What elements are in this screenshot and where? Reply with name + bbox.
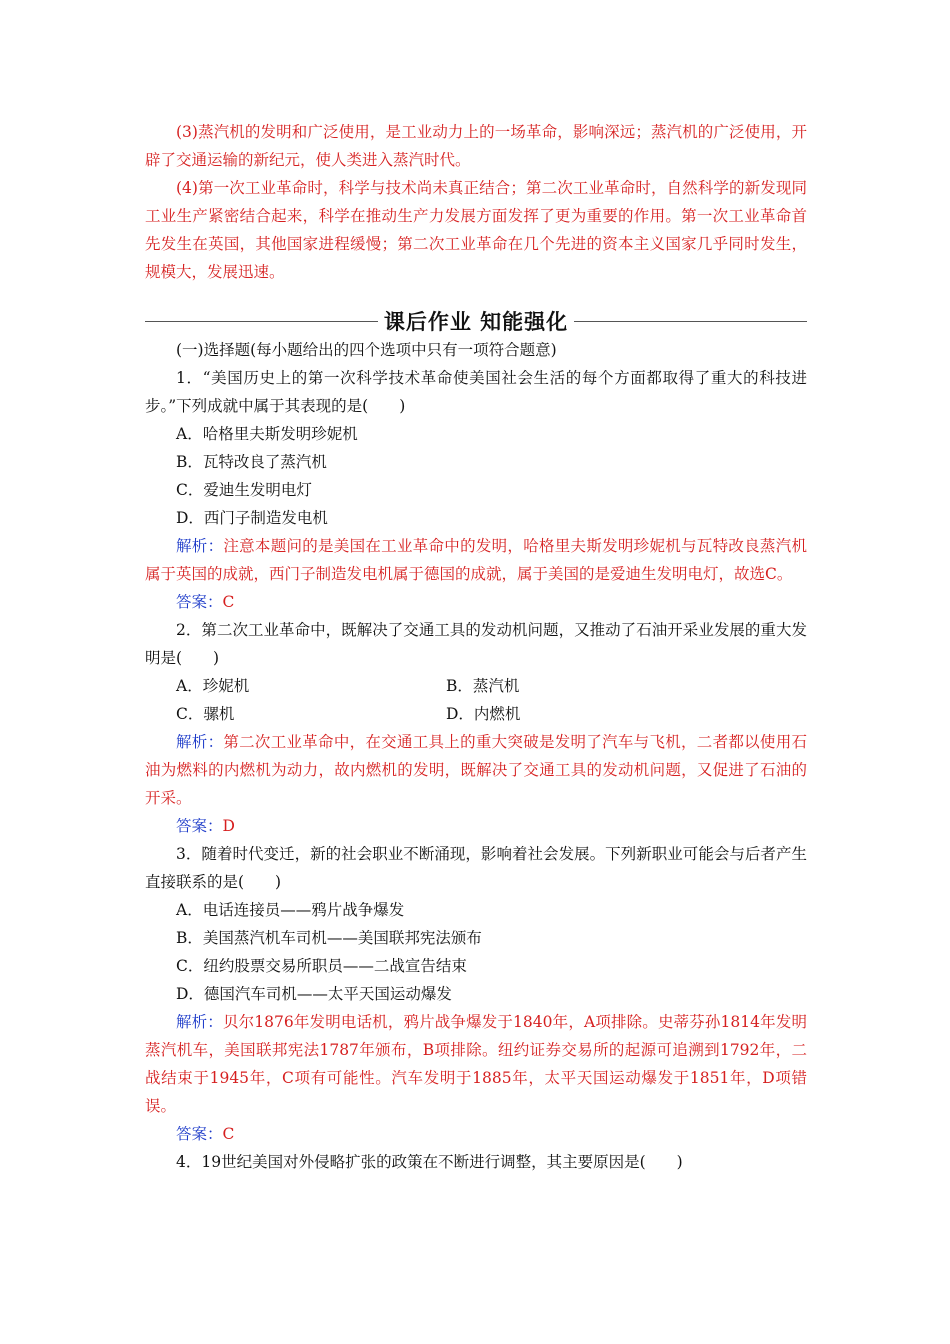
question-1-analysis	[145, 532, 807, 588]
question-3-option-c: C．纽约股票交易所职员——二战宣告结束	[176, 957, 467, 975]
question-1-option-b: B．瓦特改良了蒸汽机	[176, 453, 327, 471]
question-1-option-d: D．西门子制造发电机	[176, 509, 328, 527]
question-2-analysis	[145, 728, 807, 812]
question-2-option-b: B．蒸汽机	[446, 677, 520, 695]
question-3-option-a: A．电话连接员——鸦片战争爆发	[176, 901, 405, 919]
section-rule-left	[145, 321, 378, 322]
question-1-answer-value: C	[222, 593, 235, 611]
question-3-option-d: D．德国汽车司机——太平天国运动爆发	[176, 985, 452, 1003]
question-1-answer	[145, 588, 807, 616]
question-1-option-a: A．哈格里夫斯发明珍妮机	[176, 425, 358, 443]
question-2-answer	[145, 812, 807, 840]
analysis-label: 解析：	[176, 733, 224, 751]
intro-paragraph-3: (3)蒸汽机的发明和广泛使用，是工业动力上的一场革命，影响深远；蒸汽机的广泛使用，开辟了交通运输的新纪元，使人类进入蒸汽时代。	[145, 123, 807, 169]
section-subtitle: (一)选择题(每小题给出的四个选项中只有一项符合题意)	[176, 341, 557, 359]
question-2-answer-value: D	[222, 817, 235, 835]
question-2-option-d: D．内燃机	[446, 705, 521, 723]
section-rule-right	[574, 321, 807, 322]
question-2-stem: 2．第二次工业革命中，既解决了交通工具的发动机问题，又推动了石油开采业发展的重大发明是( )	[145, 621, 807, 667]
question-2-options-row-2	[145, 700, 807, 728]
question-3-analysis	[145, 1008, 807, 1120]
intro-paragraph-4: (4)第一次工业革命时，科学与技术尚未真正结合；第二次工业革命时，自然科学的新发现同工业生产紧密结合起来，科学在推动生产力发展方面发挥了更为重要的作用。第一次工业革命首先发生在英国，其他国家进程缓慢；第二次工业革命在几个先进的资本主义国家几乎同时发生，规模大，发展迅速。	[145, 179, 807, 281]
document-content	[145, 118, 807, 1176]
answer-label: 答案：	[176, 593, 223, 611]
answer-label: 答案：	[176, 817, 223, 835]
question-3-analysis-text: 贝尔1876年发明电话机，鸦片战争爆发于1840年，A项排除。史蒂芬孙1814年发明蒸汽机车，美国联邦宪法1787年颁布，B项排除。纽约证券交易所的起源可追溯到1792年，二战结束于1945年，C项有可能性。汽车发明于1885年，太平天国运动爆发于1851年，D项错误。	[145, 1013, 807, 1115]
question-3-answer	[145, 1120, 807, 1148]
question-3-option-b: B．美国蒸汽机车司机——美国联邦宪法颁布	[176, 929, 482, 947]
question-2-option-a: A．珍妮机	[176, 677, 250, 695]
section-title: 课后作业 知能强化	[383, 310, 569, 334]
question-2-option-c: C．骡机	[176, 705, 235, 723]
question-2-analysis-text: 第二次工业革命中，在交通工具上的重大突破是发明了汽车与飞机，二者都以使用石油为燃料的内燃机为动力，故内燃机的发明，既解决了交通工具的发动机问题，又促进了石油的开采。	[145, 733, 807, 807]
question-1-analysis-text: 注意本题问的是美国在工业革命中的发明，哈格里夫斯发明珍妮机与瓦特改良蒸汽机属于英国的成就，西门子制造发电机属于德国的成就，属于美国的是爱迪生发明电灯，故选C。	[145, 537, 807, 583]
question-2-options-row-1	[145, 672, 807, 700]
question-3-stem: 3．随着时代变迁，新的社会职业不断涌现，影响着社会发展。下列新职业可能会与后者产生直接联系的是( )	[145, 845, 807, 891]
analysis-label: 解析：	[176, 537, 224, 555]
question-3-answer-value: C	[222, 1125, 235, 1143]
question-1-option-c: C．爱迪生发明电灯	[176, 481, 312, 499]
question-1-stem: 1．“美国历史上的第一次科学技术革命使美国社会生活的每个方面都取得了重大的科技进步。”下列成就中属于其表现的是( )	[145, 369, 807, 415]
section-header	[145, 306, 807, 336]
question-4-stem: 4．19世纪美国对外侵略扩张的政策在不断进行调整，其主要原因是( )	[176, 1153, 683, 1171]
answer-label: 答案：	[176, 1125, 223, 1143]
analysis-label: 解析：	[176, 1013, 223, 1031]
